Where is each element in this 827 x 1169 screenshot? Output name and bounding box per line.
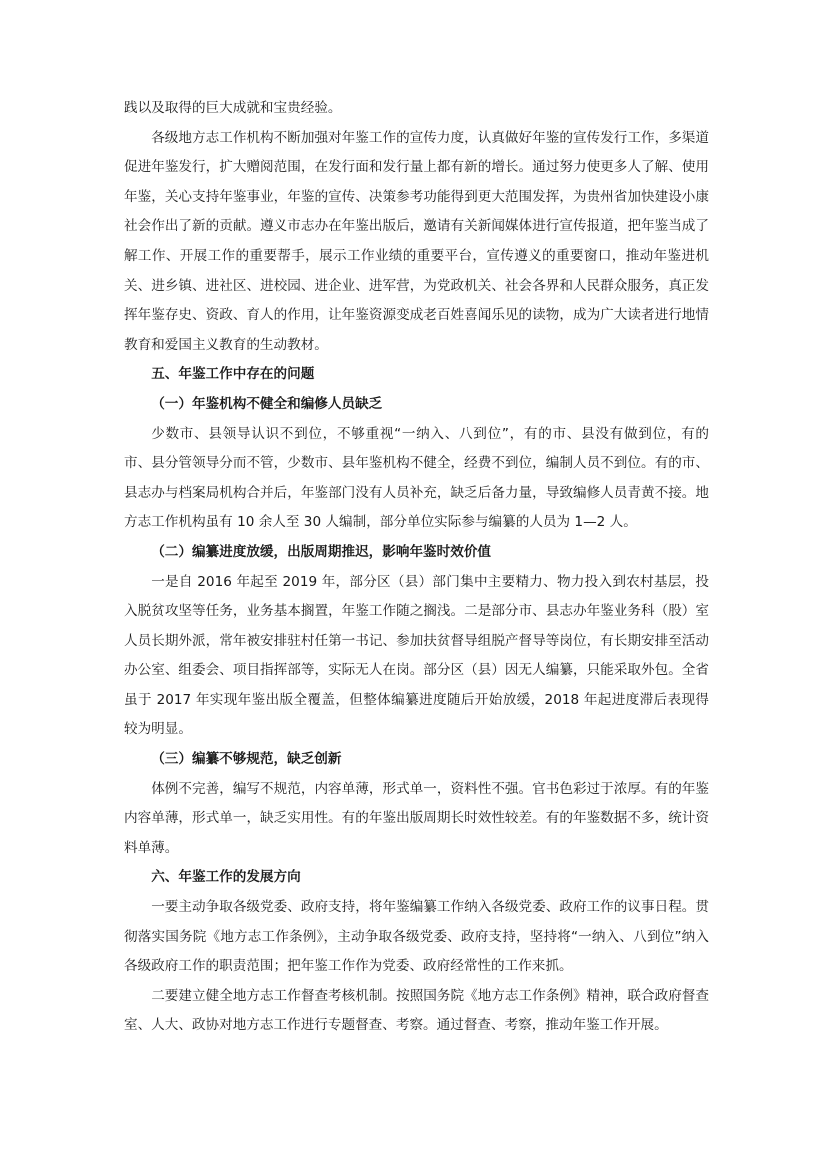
paragraph-standards: 体例不完善，编写不规范，内容单薄，形式单一，资料性不强。官书色彩过于浓厚。有的年鉴内容单薄，形式单一，缺乏实用性。有的年鉴出版周期长时效性较差。有的年鉴数据不多，统计资料单薄。 [124, 780, 709, 856]
subsection-heading-1: （一）年鉴机构不健全和编修人员缺乏 [151, 395, 383, 412]
section-heading-problems: 五、年鉴工作中存在的问题 [151, 366, 315, 383]
paragraph-continuation: 践以及取得的巨大成就和宝贵经验。 [124, 100, 342, 116]
subsection-heading-2: （二）编纂进度放缓，出版周期推迟，影响年鉴时效价值 [151, 543, 492, 560]
paragraph-staffing: 少数市、县领导认识不到位，不够重视“一纳入、八到位”，有的市、县没有做到位，有的市、县分管领导分而不管，少数市、县年鉴机构不健全，经费不到位，编制人员不到位。有的市、县志办与档案局机构合并后，年鉴部门没有人员补充，缺乏后备力量，导致编修人员青黄不接。地方志工作机构虽有 10 余人至 30 人编制，部分单位实际参与编纂的人员为 1—2 人。 [124, 425, 709, 531]
paragraph-direction-2: 二要建立健全地方志工作督查考核机制。按照国务院《地方志工作条例》精神，联合政府督查室、人大、政协对地方志工作进行专题督查、考察。通过督查、考察，推动年鉴工作开展。 [124, 987, 709, 1034]
paragraph-direction-1: 一要主动争取各级党委、政府支持，将年鉴编纂工作纳入各级党委、政府工作的议事日程。贯彻落实国务院《地方志工作条例》，主动争取各级党委、政府支持，坚持将“一纳入、八到位”纳入各级政府工作的职责范围；把年鉴工作作为党委、政府经常性的工作来抓。 [124, 899, 709, 975]
document-body [124, 94, 709, 1041]
subsection-heading-3: （三）编纂不够规范，缺乏创新 [151, 751, 342, 768]
paragraph-progress: 一是自 2016 年起至 2019 年，部分区（县）部门集中主要精力、物力投入到农村基层，投入脱贫攻坚等任务，业务基本搁置，年鉴工作随之搁浅。二是部分市、县志办年鉴业务科（股）室人员长期外派，常年被安排驻村任第一书记、参加扶贫督导组脱产督导等岗位，有长期安排至活动办公室、组委会、项目指挥部等，实际无人在岗。部分区（县）因无人编纂，只能采取外包。全省虽于 2017 年实现年鉴出版全覆盖，但整体编纂进度随后开始放缓，2018 年起进度滞后表现得较为明显。 [124, 573, 709, 738]
paragraph-publicity: 各级地方志工作机构不断加强对年鉴工作的宣传力度，认真做好年鉴的宣传发行工作，多渠道促进年鉴发行，扩大赠阅范围，在发行面和发行量上都有新的增长。通过努力使更多人了解、使用年鉴，关心支持年鉴事业，年鉴的宣传、决策参考功能得到更大范围发挥，为贵州省加快建设小康社会作出了新的贡献。遵义市志办在年鉴出版后，邀请有关新闻媒体进行宣传报道，把年鉴当成了解工作、开展工作的重要帮手，展示工作业绩的重要平台，宣传遵义的重要窗口，推动年鉴进机关、进乡镇、进社区、进校园、进企业、进军营，为党政机关、社会各界和人民群众服务，真正发挥年鉴存史、资政、育人的作用，让年鉴资源变成老百姓喜闻乐见的读物，成为广大读者进行地情教育和爱国主义教育的生动教材。 [124, 129, 709, 353]
section-heading-direction: 六、年鉴工作的发展方向 [151, 869, 301, 886]
